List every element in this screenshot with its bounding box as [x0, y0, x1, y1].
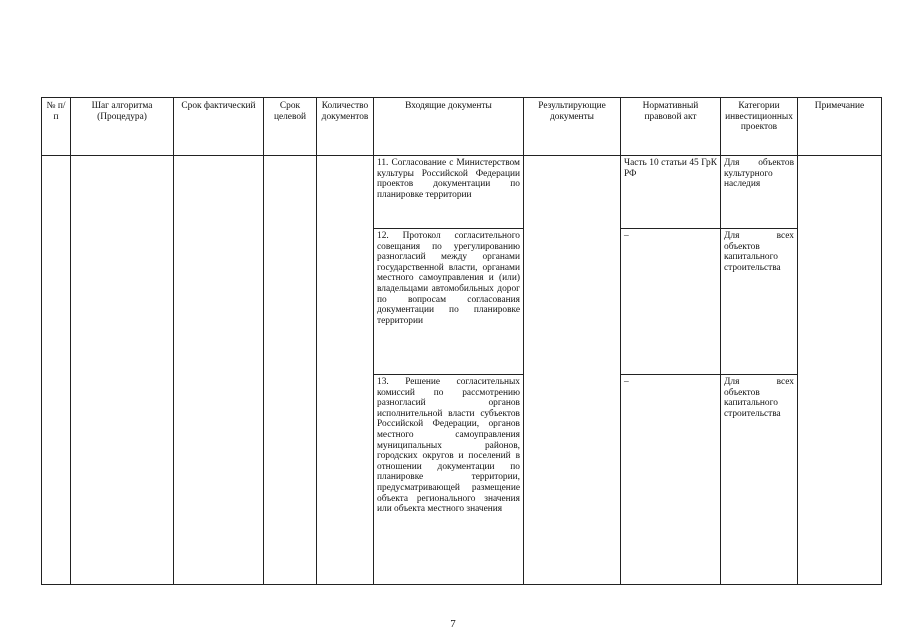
cell-incoming-doc: 12. Протокол согласительного совещания по урегулированию разногласий между органами государственной власти, органами местного самоуправления и (или) владельцами автомобильных дорог по вопросам согласования документации по планировке территории: [374, 229, 524, 375]
page-number: 7: [450, 618, 456, 630]
cell-legal-act: –: [621, 375, 721, 585]
header-legal-act: Нормативный правовой акт: [621, 98, 721, 156]
cell-category: Для всех объектов капитального строительства: [721, 375, 798, 585]
procedure-table: [41, 97, 882, 585]
table-row: [42, 156, 882, 229]
cell-legal-act: Часть 10 статьи 45 ГрК РФ: [621, 156, 721, 229]
cell-step: [71, 156, 174, 585]
cell-result-docs: [524, 156, 621, 585]
header-target-term: Срок целевой: [264, 98, 317, 156]
cell-target-term: [264, 156, 317, 585]
cell-actual-term: [174, 156, 264, 585]
header-actual-term: Срок фактический: [174, 98, 264, 156]
cell-category: Для всех объектов капитального строительства: [721, 229, 798, 375]
header-note: Примечание: [798, 98, 882, 156]
cell-note: [798, 156, 882, 585]
cell-incoming-doc: 13. Решение согласительных комиссий по рассмотрению разногласий органов исполнительной власти субъектов Российской Федерации, органов местного самоуправления муниципальных районов, городских округов и поселений в отношении документации по планировке территории, предусматривающей размещение объекта регионального значения или объекта местного значения: [374, 375, 524, 585]
table-header-row: [42, 98, 882, 156]
cell-doc-count: [317, 156, 374, 585]
header-doc-count: Количество документов: [317, 98, 374, 156]
header-num: № п/п: [42, 98, 71, 156]
cell-legal-act: –: [621, 229, 721, 375]
header-step: Шаг алгоритма (Процедура): [71, 98, 174, 156]
cell-num: [42, 156, 71, 585]
cell-incoming-doc: 11. Согласование с Министерством культуры Российской Федерации проектов документации по планировке территории: [374, 156, 524, 229]
header-result-docs: Результирующие документы: [524, 98, 621, 156]
header-categories: Категории инвестиционных проектов: [721, 98, 798, 156]
header-incoming-docs: Входящие документы: [374, 98, 524, 156]
cell-category: Для объектов культурного наследия: [721, 156, 798, 229]
